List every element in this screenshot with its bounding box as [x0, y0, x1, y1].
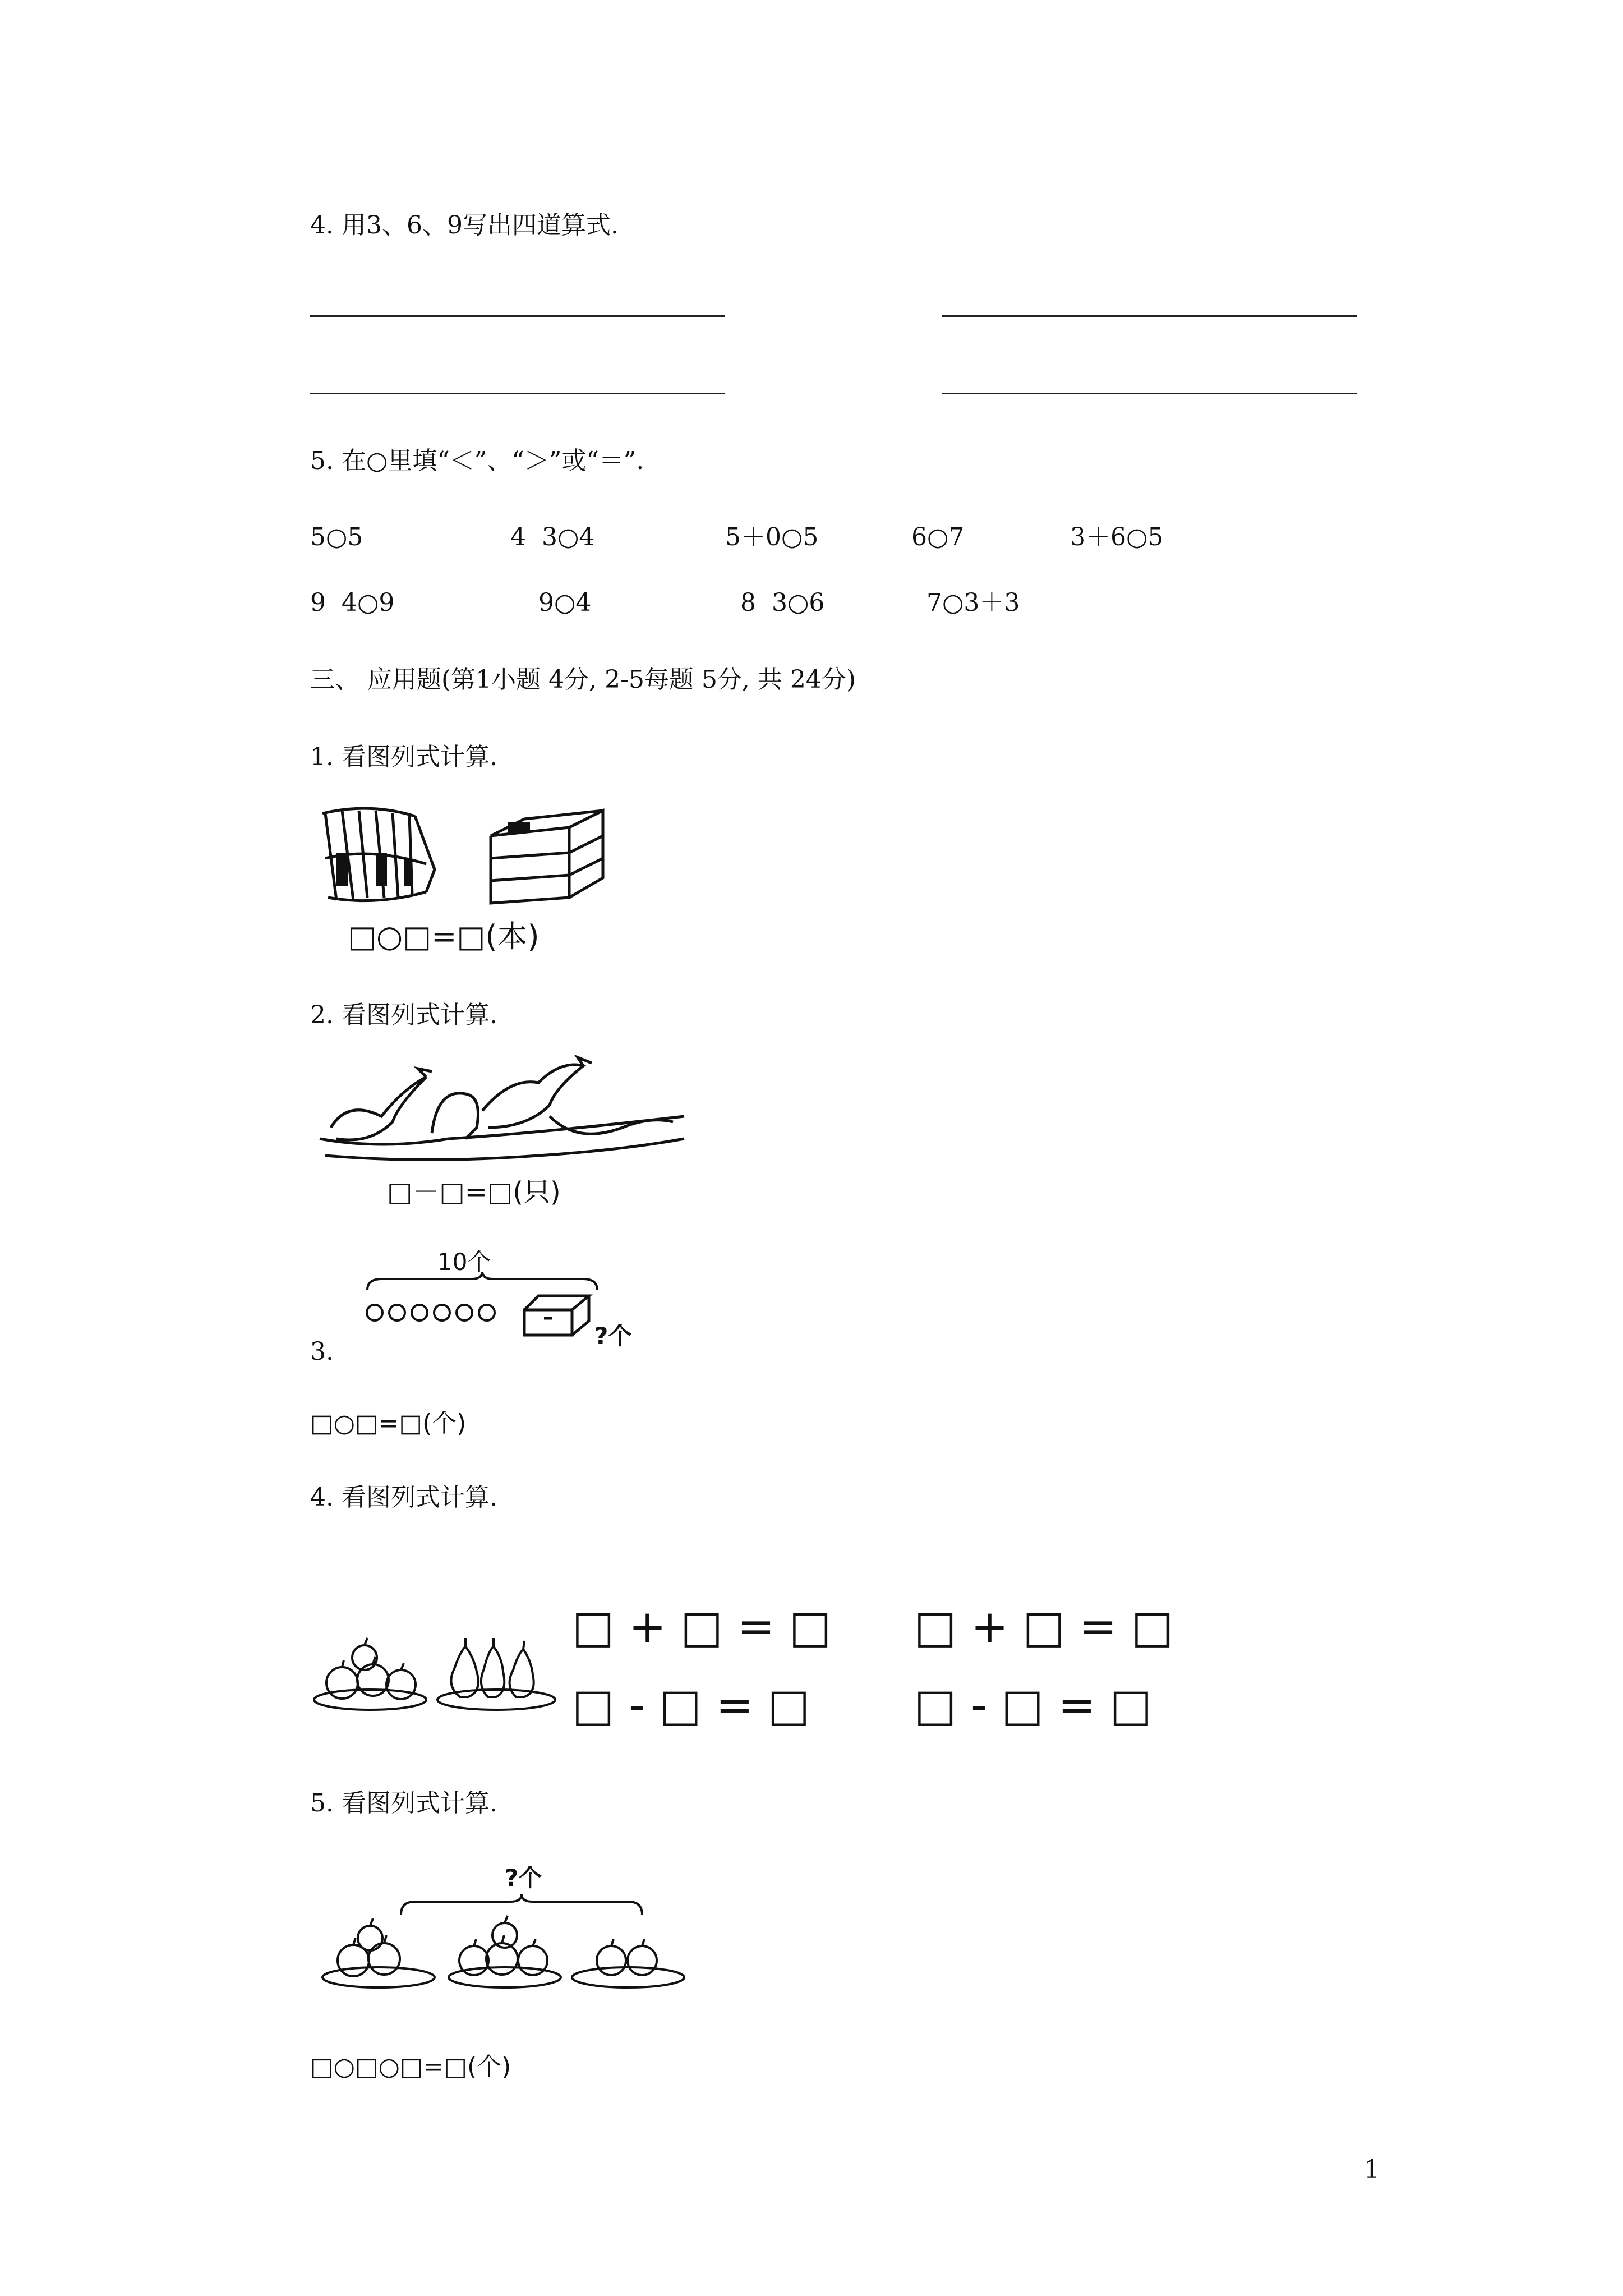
pears-plate-icon [435, 1630, 558, 1714]
app3-number: 3. [310, 1337, 334, 1366]
section3-title: 三、 应用题(第1小题 4分, 2-5每题 5分, 共 24分) [310, 665, 856, 694]
app4-eq-minus: □ - □ = □ [914, 1679, 1152, 1731]
app5-title: 5. 看图列式计算. [310, 1789, 497, 1818]
app3-question: ?个 [594, 1322, 632, 1350]
app2-formula: □－□=□(只) [387, 1176, 561, 1208]
page-number: 1 [1364, 2155, 1380, 2184]
compare-item: 9○4 [538, 588, 592, 617]
app2-title: 2. 看图列式计算. [310, 1001, 497, 1029]
compare-item: 8 3○6 [740, 588, 825, 617]
bundle-icon [314, 802, 443, 906]
compare-item: 5＋0○5 [725, 523, 819, 551]
app3-formula: □○□=□(个) [310, 1409, 467, 1438]
app4-eq-plus: □ + □ = □ [572, 1600, 832, 1653]
apples-plate-icon [311, 1630, 429, 1714]
apples-plate-icon [569, 1907, 687, 1991]
brace-icon [365, 1271, 600, 1293]
apples-plate-icon [446, 1907, 564, 1991]
compare-item: 3＋6○5 [1070, 523, 1164, 551]
answer-line [942, 393, 1357, 394]
compare-item: 4 3○4 [510, 523, 595, 551]
app4-title: 4. 看图列式计算. [310, 1483, 497, 1512]
app5-formula: □○□○□=□(个) [310, 2053, 511, 2081]
answer-line [310, 315, 725, 317]
compare-item: 6○7 [911, 523, 965, 551]
compare-item: 7○3＋3 [926, 588, 1020, 617]
q4-header: 4. 用3、6、9写出四道算式. [310, 211, 619, 240]
circles-icon [365, 1301, 499, 1324]
q5-header: 5. 在○里填“＜”、“＞”或“＝”. [310, 447, 644, 475]
app1-title: 1. 看图列式计算. [310, 743, 497, 771]
compare-item: 9 4○9 [310, 588, 395, 617]
app3-total: 10个 [437, 1248, 491, 1276]
geese-icon [314, 1055, 690, 1167]
compare-item: 5○5 [310, 523, 363, 551]
app5-question: ?个 [505, 1864, 542, 1892]
books-icon [485, 805, 608, 906]
box-icon [522, 1293, 594, 1338]
answer-line [310, 393, 725, 394]
app4-eq-minus: □ - □ = □ [572, 1679, 810, 1731]
apples-plate-icon [320, 1907, 437, 1991]
app1-formula: □○□=□(本) [348, 919, 540, 954]
answer-line [942, 315, 1357, 317]
app4-eq-plus: □ + □ = □ [914, 1600, 1174, 1653]
